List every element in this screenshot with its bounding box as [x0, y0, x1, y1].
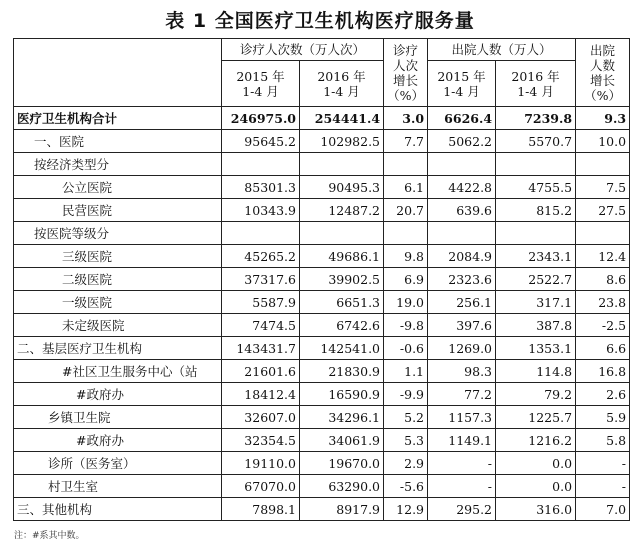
- cell-dg: 16.8: [576, 360, 630, 383]
- cell-v2016: [300, 153, 384, 176]
- cell-v2016: 21830.9: [300, 360, 384, 383]
- cell-dg: 2.6: [576, 383, 630, 406]
- row-label: 医疗卫生机构合计: [14, 107, 222, 130]
- cell-v2016: 254441.4: [300, 107, 384, 130]
- table-row: [14, 199, 630, 222]
- cell-v2015: [222, 222, 300, 245]
- cell-v2016: 6651.3: [300, 291, 384, 314]
- cell-d2016: 5570.7: [496, 130, 576, 153]
- cell-dg: 7.5: [576, 176, 630, 199]
- table-row: [14, 314, 630, 337]
- table-row: [14, 406, 630, 429]
- cell-dg: 27.5: [576, 199, 630, 222]
- cell-v2015: 246975.0: [222, 107, 300, 130]
- cell-dg: 12.4: [576, 245, 630, 268]
- cell-dg: 10.0: [576, 130, 630, 153]
- row-label: 民营医院: [14, 199, 222, 222]
- cell-dg: [576, 222, 630, 245]
- cell-dg: 5.8: [576, 429, 630, 452]
- row-label: 公立医院: [14, 176, 222, 199]
- row-label: 一级医院: [14, 291, 222, 314]
- cell-vg: [384, 222, 428, 245]
- cell-v2016: 16590.9: [300, 383, 384, 406]
- cell-vg: 2.9: [384, 452, 428, 475]
- header-discharge-group: 出院人数（万人）: [428, 39, 576, 61]
- cell-d2015: 397.6: [428, 314, 496, 337]
- cell-v2015: 143431.7: [222, 337, 300, 360]
- table-row: [14, 130, 630, 153]
- cell-v2015: 19110.0: [222, 452, 300, 475]
- cell-d2015: 295.2: [428, 498, 496, 521]
- cell-d2015: -: [428, 475, 496, 498]
- row-label: 诊所（医务室）: [14, 452, 222, 475]
- cell-d2015: -: [428, 452, 496, 475]
- row-label: #社区卫生服务中心（站: [14, 360, 222, 383]
- cell-d2016: 0.0: [496, 452, 576, 475]
- cell-vg: 6.9: [384, 268, 428, 291]
- cell-v2016: 6742.6: [300, 314, 384, 337]
- cell-d2016: 1353.1: [496, 337, 576, 360]
- cell-v2016: 34296.1: [300, 406, 384, 429]
- cell-d2015: 639.6: [428, 199, 496, 222]
- cell-vg: 7.7: [384, 130, 428, 153]
- row-label: 村卫生室: [14, 475, 222, 498]
- cell-d2016: [496, 153, 576, 176]
- cell-vg: -0.6: [384, 337, 428, 360]
- table-row: [14, 153, 630, 176]
- cell-dg: 9.3: [576, 107, 630, 130]
- cell-d2016: 317.1: [496, 291, 576, 314]
- cell-d2016: [496, 222, 576, 245]
- cell-d2015: [428, 222, 496, 245]
- table-row: [14, 383, 630, 406]
- cell-vg: 20.7: [384, 199, 428, 222]
- cell-vg: 5.3: [384, 429, 428, 452]
- cell-d2015: 77.2: [428, 383, 496, 406]
- row-label: 按经济类型分: [14, 153, 222, 176]
- cell-v2015: 7474.5: [222, 314, 300, 337]
- medical-service-table: [13, 38, 630, 521]
- table-row: [14, 429, 630, 452]
- cell-vg: -9.8: [384, 314, 428, 337]
- cell-vg: 5.2: [384, 406, 428, 429]
- cell-d2015: 2323.6: [428, 268, 496, 291]
- cell-d2015: 1269.0: [428, 337, 496, 360]
- cell-vg: -5.6: [384, 475, 428, 498]
- cell-d2016: 79.2: [496, 383, 576, 406]
- header-visits-group: 诊疗人次数（万人次）: [222, 39, 384, 61]
- cell-d2016: 316.0: [496, 498, 576, 521]
- cell-d2015: 5062.2: [428, 130, 496, 153]
- cell-v2015: 32354.5: [222, 429, 300, 452]
- cell-v2015: 18412.4: [222, 383, 300, 406]
- cell-vg: 6.1: [384, 176, 428, 199]
- cell-d2016: 815.2: [496, 199, 576, 222]
- cell-d2016: 2522.7: [496, 268, 576, 291]
- row-label: 三级医院: [14, 245, 222, 268]
- cell-vg: [384, 153, 428, 176]
- cell-v2016: 12487.2: [300, 199, 384, 222]
- cell-vg: -9.9: [384, 383, 428, 406]
- cell-v2015: 45265.2: [222, 245, 300, 268]
- cell-v2016: 49686.1: [300, 245, 384, 268]
- table-row: [14, 475, 630, 498]
- row-label: 乡镇卫生院: [14, 406, 222, 429]
- cell-v2015: [222, 153, 300, 176]
- cell-d2016: 2343.1: [496, 245, 576, 268]
- table-row: [14, 498, 630, 521]
- cell-v2015: 7898.1: [222, 498, 300, 521]
- header-visit-growth: 诊疗 人次 增长 （%）: [384, 39, 428, 107]
- cell-dg: -2.5: [576, 314, 630, 337]
- cell-d2016: 1216.2: [496, 429, 576, 452]
- row-label: 按医院等级分: [14, 222, 222, 245]
- table-row: [14, 107, 630, 130]
- cell-d2016: 0.0: [496, 475, 576, 498]
- row-label: 二级医院: [14, 268, 222, 291]
- cell-v2016: [300, 222, 384, 245]
- cell-d2015: 4422.8: [428, 176, 496, 199]
- cell-v2016: 102982.5: [300, 130, 384, 153]
- cell-v2015: 32607.0: [222, 406, 300, 429]
- table-row: [14, 291, 630, 314]
- cell-v2016: 19670.0: [300, 452, 384, 475]
- cell-v2015: 85301.3: [222, 176, 300, 199]
- footnote: 注：#系其中数。: [14, 531, 85, 541]
- cell-d2016: 4755.5: [496, 176, 576, 199]
- cell-v2015: 5587.9: [222, 291, 300, 314]
- table-title: 表 1 全国医疗卫生机构医疗服务量: [165, 10, 475, 32]
- cell-v2015: 21601.6: [222, 360, 300, 383]
- cell-vg: 1.1: [384, 360, 428, 383]
- cell-v2016: 39902.5: [300, 268, 384, 291]
- cell-d2016: 7239.8: [496, 107, 576, 130]
- row-label: 未定级医院: [14, 314, 222, 337]
- table-row: [14, 337, 630, 360]
- cell-d2015: 2084.9: [428, 245, 496, 268]
- cell-vg: 3.0: [384, 107, 428, 130]
- header-discharge-2016: 2016 年 1-4 月: [496, 61, 576, 107]
- cell-v2016: 34061.9: [300, 429, 384, 452]
- cell-dg: 7.0: [576, 498, 630, 521]
- cell-d2015: 98.3: [428, 360, 496, 383]
- table-row: [14, 222, 630, 245]
- header-discharge-2015: 2015 年 1-4 月: [428, 61, 496, 107]
- cell-dg: 8.6: [576, 268, 630, 291]
- header-blank-cell: [14, 39, 222, 107]
- cell-v2016: 8917.9: [300, 498, 384, 521]
- table-row: [14, 176, 630, 199]
- cell-v2016: 63290.0: [300, 475, 384, 498]
- table-row: [14, 452, 630, 475]
- row-label: 二、基层医疗卫生机构: [14, 337, 222, 360]
- cell-d2015: 1157.3: [428, 406, 496, 429]
- row-label: #政府办: [14, 429, 222, 452]
- cell-vg: 9.8: [384, 245, 428, 268]
- cell-dg: -: [576, 475, 630, 498]
- cell-v2015: 67070.0: [222, 475, 300, 498]
- table-row: [14, 360, 630, 383]
- cell-dg: 23.8: [576, 291, 630, 314]
- table-row: [14, 268, 630, 291]
- table-row: [14, 245, 630, 268]
- cell-v2016: 142541.0: [300, 337, 384, 360]
- cell-d2015: 1149.1: [428, 429, 496, 452]
- row-label: #政府办: [14, 383, 222, 406]
- row-label: 三、其他机构: [14, 498, 222, 521]
- cell-dg: 5.9: [576, 406, 630, 429]
- cell-dg: -: [576, 452, 630, 475]
- cell-v2015: 10343.9: [222, 199, 300, 222]
- cell-d2016: 387.8: [496, 314, 576, 337]
- table-body: [14, 107, 630, 521]
- header-visits-2015: 2015 年 1-4 月: [222, 61, 300, 107]
- cell-dg: 6.6: [576, 337, 630, 360]
- cell-d2015: [428, 153, 496, 176]
- cell-d2015: 256.1: [428, 291, 496, 314]
- cell-d2016: 1225.7: [496, 406, 576, 429]
- header-visits-2016: 2016 年 1-4 月: [300, 61, 384, 107]
- cell-dg: [576, 153, 630, 176]
- cell-v2015: 37317.6: [222, 268, 300, 291]
- header-discharge-growth: 出院 人数 增长 （%）: [576, 39, 630, 107]
- cell-d2015: 6626.4: [428, 107, 496, 130]
- row-label: 一、医院: [14, 130, 222, 153]
- cell-d2016: 114.8: [496, 360, 576, 383]
- cell-vg: 19.0: [384, 291, 428, 314]
- cell-v2016: 90495.3: [300, 176, 384, 199]
- cell-v2015: 95645.2: [222, 130, 300, 153]
- cell-vg: 12.9: [384, 498, 428, 521]
